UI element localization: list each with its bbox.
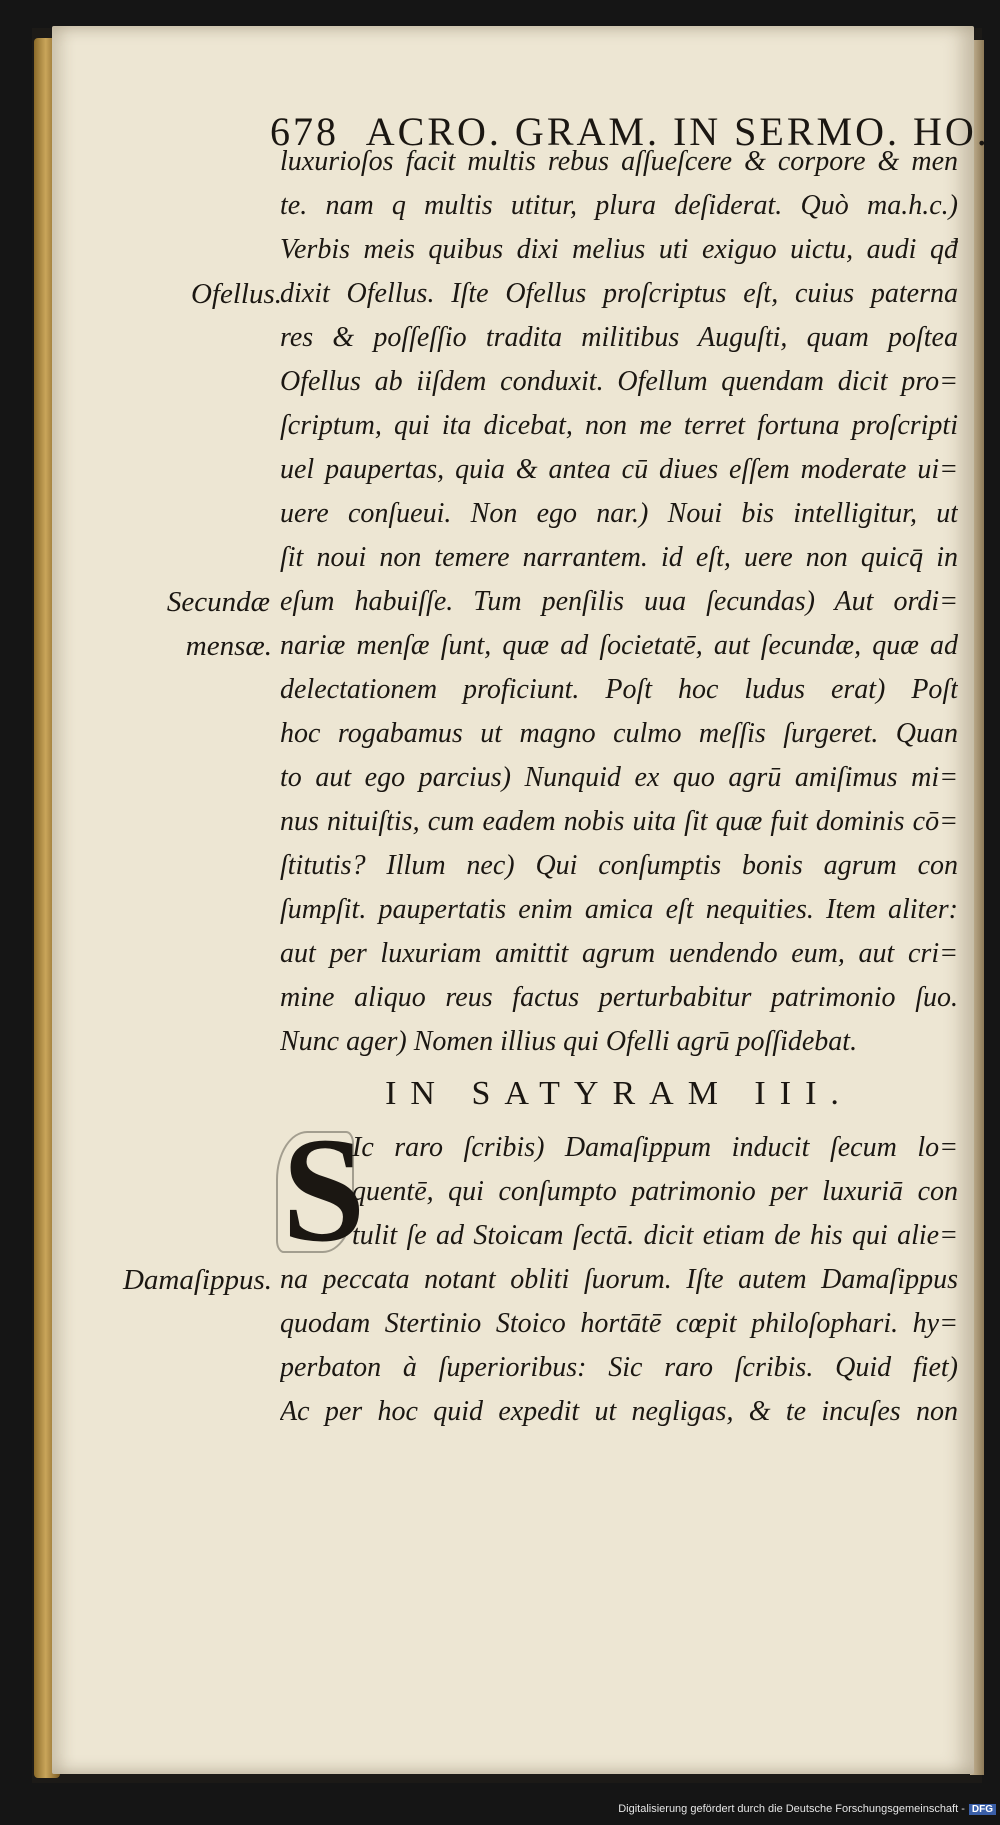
section-text-line: na peccata notant obliti ſuorum. Iſte autem Damaſippus [280,1264,958,1295]
text-line: ſit noui non temere narrantem. id eſt, uere non quicq̄ in [280,542,958,573]
section-text-line: quodam Stertinio Stoico hortātē cœpit philoſophari. hy= [280,1308,958,1339]
drop-cap [282,1107,366,1273]
text-line: dixit Ofellus. Iſte Ofellus proſcriptus eſt, cuius paterna [280,278,958,309]
text-line: delectationem proficiunt. Poſt hoc ludus erat) Poſt [280,674,958,705]
text-line: mine aliquo reus factus perturbabitur patrimonio ſuo. [280,982,958,1013]
margin-note-ofellus: Ofellus. [190,278,282,310]
section-text-line: tulit ſe ad Stoicam ſectā. dicit etiam de his qui alie= [352,1220,958,1251]
text-line: nus nituiſtis, cum eadem nobis uita ſit quæ fuit dominis cō= [280,806,958,837]
text-line: Verbis meis quibus dixi melius uti exiguo uictu, audi qđ [280,234,958,265]
section-text-line: perbaton à ſuperioribus: Sic raro ſcribis. Quid fiet) [280,1352,958,1383]
text-line: uel paupertas, quia & antea cū diues eſſem moderate ui= [280,454,958,485]
credit-text: Digitalisierung gefördert durch die Deutsche Forschungsgemeinschaft - [618,1803,965,1815]
text-line: ſumpſit. paupertatis enim amica eſt nequities. Item aliter: [280,894,958,925]
text-line: hoc rogabamus ut magno culmo meſſis ſurgeret. Quan [280,718,958,749]
section-heading: IN SATYRAM III. [385,1075,853,1112]
running-title: ACRO. GRAM. IN SERMO. HO. [365,109,990,154]
text-line: ſtitutis? Illum nec) Qui conſumptis bonis agrum con [280,850,958,881]
page-number: 678 [270,109,339,154]
text-line: eſum habuiſſe. Tum penſilis uua ſecundas) Aut ordi= [280,586,958,617]
text-line: te. nam q multis utitur, plura deſiderat. Quò ma.h.c.) [280,190,958,221]
digitization-credit [0,1803,996,1815]
dfg-logo: DFG [969,1804,996,1815]
margin-note-mensae: mensæ. [185,630,272,662]
drop-cap-letter: S [282,1107,366,1273]
section-text-line: Ac per hoc quid expedit ut negligas, & te incuſes non [280,1396,958,1427]
text-line: res & poſſeſſio tradita militibus Auguſti, quam poſtea [280,322,958,353]
margin-note-damasippus: Damaſippus. [122,1264,272,1296]
section-text-line: quentē, qui conſumpto patrimonio per luxuriā con [352,1176,958,1207]
text-line: luxurioſos facit multis rebus aſſueſcere & corpore & men [280,146,958,177]
text-line: uere conſueui. Non ego nar.) Noui bis intelligitur, ut [280,498,958,529]
text-line: aut per luxuriam amittit agrum uendendo eum, aut cri= [280,938,958,969]
text-line: to aut ego parcius) Nunquid ex quo agrū amiſimus mi= [280,762,958,793]
text-line: ſcriptum, qui ita dicebat, non me terret fortuna proſcripti [280,410,958,441]
section-text-line: Ic raro ſcribis) Damaſippum inducit ſecum lo= [352,1132,958,1163]
text-line: Ofellus ab iiſdem conduxit. Ofellum quendam dicit pro= [280,366,958,397]
drop-cap-flourish [276,1131,354,1253]
text-line: nariæ menſæ ſunt, quæ ad ſocietatē, aut ſecundæ, quæ ad [280,630,958,661]
text-line: Nunc ager) Nomen illius qui Ofelli agrū poſſidebat. [280,1026,858,1057]
margin-note-secundae: Secundæ [166,586,270,618]
